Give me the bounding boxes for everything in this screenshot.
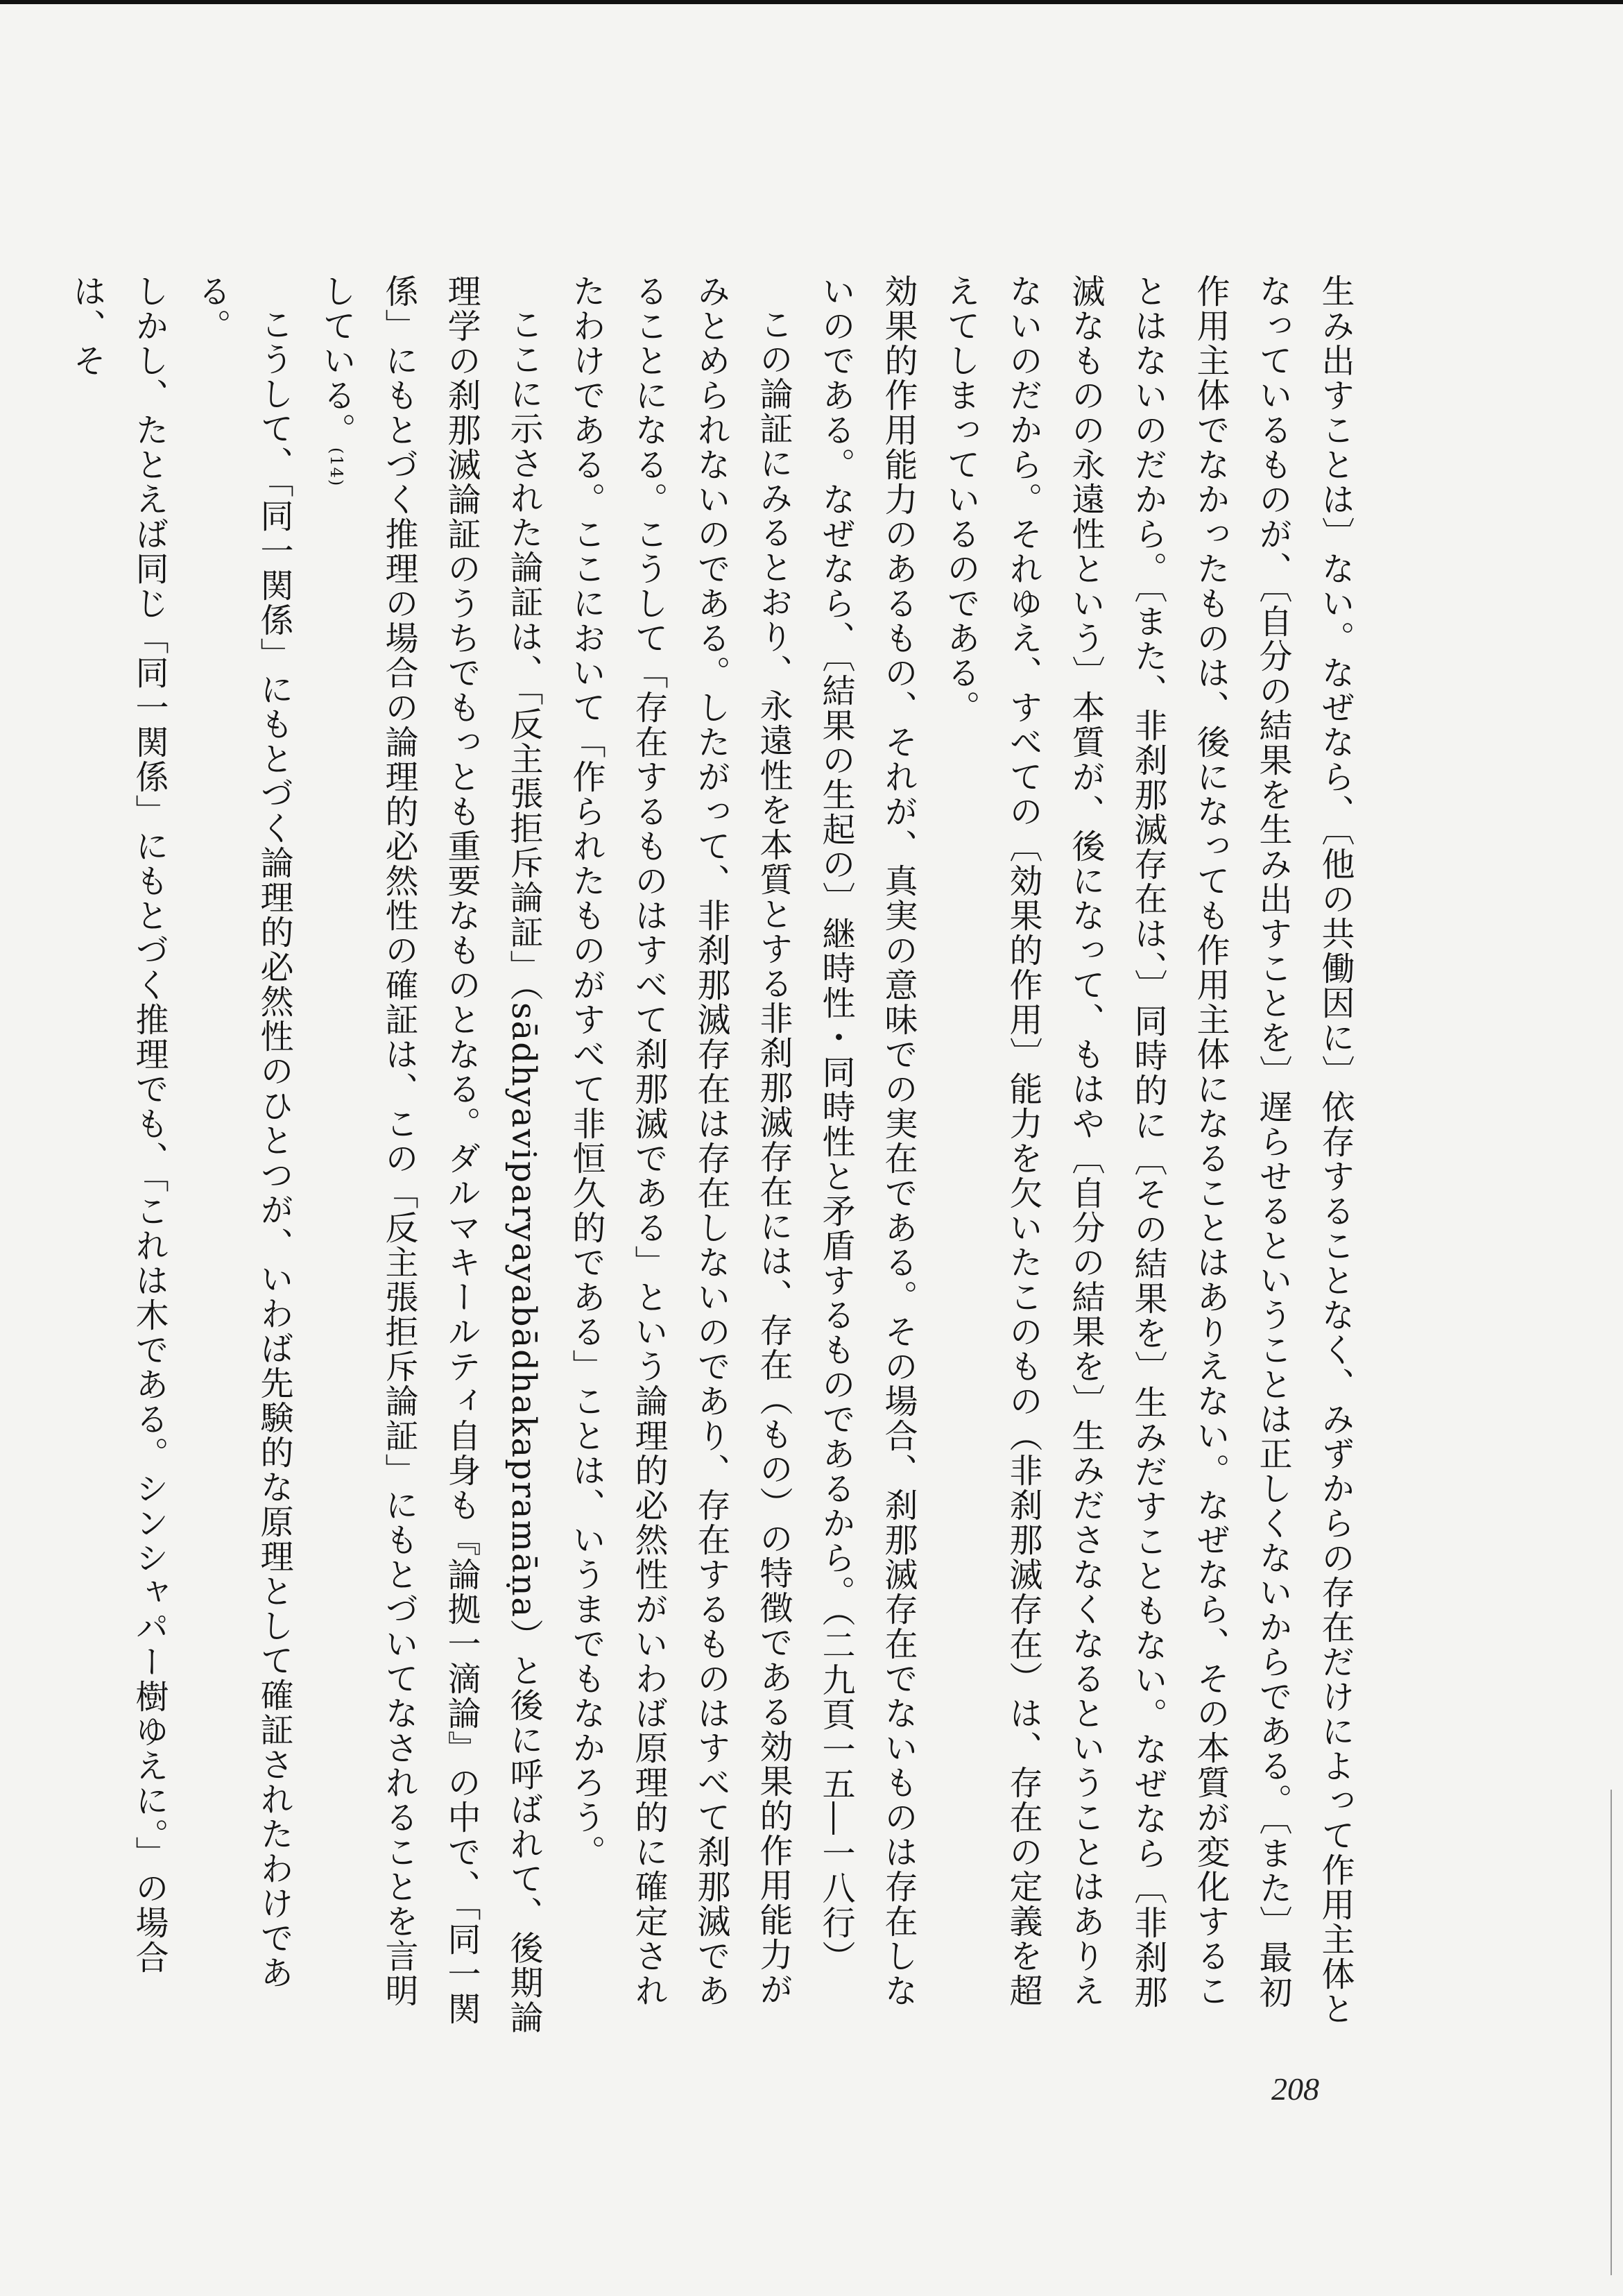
- paragraph-4-text: ここに示された論証は、「反主張拒斥論証」（sādhyaviparyayabādhakapramāṇa）と後に呼ばれて、後期論理学の刹那滅論証のうちでもっとも重要なものとなる。ダルマキールティ自身も『論拠一滴論』の中で、「同一関係」にもとづく推理の場合の論理的必然性の確証は、この「反主張拒斥論証」にもとづいてなされることを言明している。: [317, 274, 543, 2035]
- paragraph-5: こうして、「同一関係」にもとづく論理的必然性のひとつが、いわば先験的な原理として確証されたわけである。: [192, 274, 293, 1990]
- top-border-line: [0, 0, 1623, 4]
- page-number: 208: [1271, 2071, 1319, 2107]
- vertical-text-body: [67, 274, 1366, 2036]
- paragraph-quote-1: 生み出すことは〕ない。なぜなら、〔他の共働因に〕依存することなく、みずからの存在だけによって作用主体となっているものが、〔自分の結果を生み出すことを〕遅らせるということは正しくないからである。〔また〕最初作用主体でなかったものは、後になっても作用主体になることはありえない。なぜなら、その本質が変化することはないのだから。〔また、非刹那滅存在は、〕同時的に〔その結果を〕生みだすこともない。なぜなら〔非刹那滅なものの永遠性という〕本質が、後になって、もはや〔自分の結果を〕生みださなくなるということはありえないのだから。それゆえ、すべての〔効果的作用〕能力を欠いたこのもの（非刹那滅存在）は、存在の定義を超えてしまっているのである。: [941, 274, 1355, 2026]
- paragraph-6: しかし、たとえば同じ「同一関係」にもとづく推理でも、「これは木である。シンシャパー樹ゆえに。」の場合は、そ: [67, 274, 169, 1975]
- scan-edge-line: [1611, 1790, 1612, 2275]
- paragraph-4: [305, 274, 555, 2036]
- paragraph-3: この論証にみるとおり、永遠性を本質とする非刹那滅存在には、存在（もの）の特徴である効果的作用能力がみとめられないのである。したがって、非刹那滅存在は存在しないのであり、存在するものはすべて刹那滅であることになる。こうして「存在するものはすべて刹那滅である」という論理的必然性がいわば原理的に確定されたわけである。ここにおいて「作られたものがすべて非恒久的である」ことは、いうまでもなかろう。: [567, 274, 793, 2008]
- paragraph-quote-2: 効果的作用能力のあるもの、それが、真実の意味での実在である。その場合、刹那滅存在でないものは存在しないのである。なぜなら、〔結果の生起の〕継時性・同時性と矛盾するものであるから。（二九頁一五―一八行）: [816, 274, 918, 2008]
- footnote-reference: (14): [327, 447, 346, 488]
